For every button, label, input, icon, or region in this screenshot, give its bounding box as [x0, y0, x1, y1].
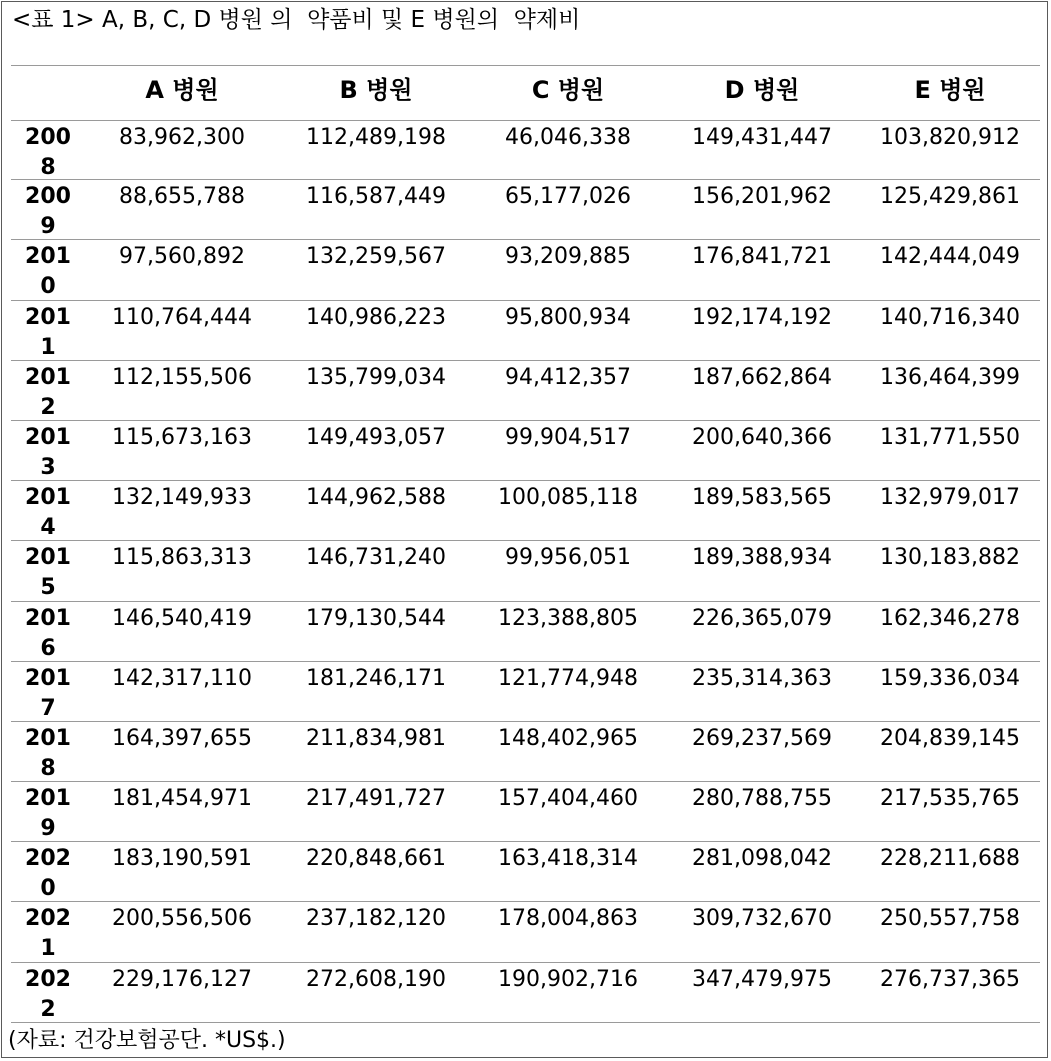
cell-hospital-c: 190,902,716 — [498, 966, 638, 992]
cell-hospital-b: 149,493,057 — [306, 424, 446, 450]
cell-hospital-c: 95,800,934 — [505, 304, 631, 330]
cell-hospital-c: 148,402,965 — [498, 725, 638, 751]
table-row — [11, 722, 1040, 782]
table-row — [11, 240, 1040, 300]
cell-hospital-c: 94,412,357 — [505, 364, 631, 390]
table-title: <표 1> A, B, C, D 병원 의 약품비 및 E 병원의 약제비 — [12, 7, 581, 33]
cell-hospital-a: 132,149,933 — [112, 485, 252, 511]
row-year: 2017 — [25, 665, 71, 721]
table-row — [11, 602, 1040, 662]
cell-hospital-e: 130,183,882 — [880, 545, 1020, 571]
cell-hospital-a: 200,556,506 — [112, 906, 252, 932]
cell-hospital-b: 179,130,544 — [306, 605, 446, 631]
cell-hospital-d: 192,174,192 — [692, 304, 832, 330]
cell-hospital-e: 162,346,278 — [880, 605, 1020, 631]
cell-hospital-b: 116,587,449 — [306, 184, 446, 210]
cell-hospital-c: 163,418,314 — [498, 846, 638, 872]
table-row — [11, 481, 1040, 541]
cell-hospital-a: 115,673,163 — [112, 424, 252, 450]
cell-hospital-e: 132,979,017 — [880, 485, 1020, 511]
cell-hospital-b: 211,834,981 — [306, 725, 446, 751]
cell-hospital-d: 189,388,934 — [692, 545, 832, 571]
cell-hospital-e: 103,820,912 — [880, 125, 1020, 150]
row-year: 2013 — [25, 424, 71, 480]
cell-hospital-a: 110,764,444 — [112, 304, 252, 330]
cell-hospital-c: 46,046,338 — [505, 125, 631, 150]
cell-hospital-a: 112,155,506 — [112, 364, 252, 390]
cell-hospital-e: 125,429,861 — [880, 184, 1020, 210]
cell-hospital-d: 235,314,363 — [692, 665, 832, 691]
cell-hospital-d: 280,788,755 — [692, 786, 832, 812]
column-header-b: B 병원 — [339, 76, 413, 104]
table-source-note: (자료: 건강보험공단. *US$.) — [8, 1028, 286, 1053]
column-header-e: E 병원 — [914, 76, 986, 104]
cell-hospital-b: 112,489,198 — [306, 125, 446, 150]
cell-hospital-a: 83,962,300 — [119, 125, 245, 150]
cell-hospital-b: 135,799,034 — [306, 364, 446, 390]
cell-hospital-c: 178,004,863 — [498, 906, 638, 932]
table-body — [11, 120, 1040, 1023]
cell-hospital-a: 229,176,127 — [112, 966, 252, 992]
cell-hospital-d: 187,662,864 — [692, 364, 832, 390]
table-row — [11, 963, 1040, 1023]
cell-hospital-b: 220,848,661 — [306, 846, 446, 872]
cell-hospital-e: 136,464,399 — [880, 364, 1020, 390]
table-header — [11, 66, 1040, 120]
cell-hospital-e: 276,737,365 — [880, 966, 1020, 992]
table-row — [11, 782, 1040, 842]
cell-hospital-d: 200,640,366 — [692, 424, 832, 450]
cell-hospital-e: 142,444,049 — [880, 244, 1020, 270]
cell-hospital-a: 97,560,892 — [119, 244, 245, 270]
table-row — [11, 842, 1040, 902]
cell-hospital-c: 121,774,948 — [498, 665, 638, 691]
cell-hospital-d: 281,098,042 — [692, 846, 832, 872]
cell-hospital-b: 132,259,567 — [306, 244, 446, 270]
row-year: 2008 — [25, 125, 71, 180]
table-row — [11, 662, 1040, 722]
cell-hospital-c: 123,388,805 — [498, 605, 638, 631]
row-year: 2019 — [25, 786, 71, 842]
cell-hospital-b: 144,962,588 — [306, 485, 446, 511]
row-year: 2022 — [25, 966, 71, 1022]
column-header-d: D 병원 — [724, 76, 800, 104]
table-row — [11, 421, 1040, 481]
cell-hospital-a: 183,190,591 — [112, 846, 252, 872]
cell-hospital-b: 146,731,240 — [306, 545, 446, 571]
table-row — [11, 120, 1040, 180]
cell-hospital-d: 149,431,447 — [692, 125, 832, 150]
cell-hospital-e: 159,336,034 — [880, 665, 1020, 691]
cell-hospital-b: 237,182,120 — [306, 906, 446, 932]
cell-hospital-d: 189,583,565 — [692, 485, 832, 511]
row-year: 2010 — [25, 244, 71, 300]
row-year: 2014 — [25, 485, 71, 541]
cell-hospital-a: 164,397,655 — [112, 725, 252, 751]
row-year: 2016 — [25, 605, 71, 661]
cell-hospital-d: 226,365,079 — [692, 605, 832, 631]
table-row — [11, 180, 1040, 240]
cell-hospital-e: 131,771,550 — [880, 424, 1020, 450]
cell-hospital-c: 100,085,118 — [498, 485, 638, 511]
cell-hospital-a: 146,540,419 — [112, 605, 252, 631]
cell-hospital-e: 228,211,688 — [880, 846, 1020, 872]
table-row — [11, 301, 1040, 361]
row-year: 2020 — [25, 846, 71, 902]
row-year: 2009 — [25, 184, 71, 240]
cell-hospital-a: 181,454,971 — [112, 786, 252, 812]
cell-hospital-a: 115,863,313 — [112, 545, 252, 571]
cell-hospital-b: 140,986,223 — [306, 304, 446, 330]
cell-hospital-b: 272,608,190 — [306, 966, 446, 992]
column-header-a: A 병원 — [145, 76, 219, 104]
table-row — [11, 902, 1040, 962]
cell-hospital-e: 217,535,765 — [880, 786, 1020, 812]
cell-hospital-a: 142,317,110 — [112, 665, 252, 691]
cell-hospital-a: 88,655,788 — [119, 184, 245, 210]
cell-hospital-c: 65,177,026 — [505, 184, 631, 210]
cell-hospital-e: 204,839,145 — [880, 725, 1020, 751]
cell-hospital-d: 269,237,569 — [692, 725, 832, 751]
row-year: 2015 — [25, 545, 71, 601]
row-year: 2011 — [25, 304, 71, 360]
cell-hospital-d: 176,841,721 — [692, 244, 832, 270]
column-header-c: C 병원 — [531, 76, 605, 104]
cell-hospital-d: 309,732,670 — [692, 906, 832, 932]
cell-hospital-b: 217,491,727 — [306, 786, 446, 812]
cell-hospital-c: 157,404,460 — [498, 786, 638, 812]
row-year: 2012 — [25, 364, 71, 420]
cell-hospital-b: 181,246,171 — [306, 665, 446, 691]
cell-hospital-e: 250,557,758 — [880, 906, 1020, 932]
row-year: 2018 — [25, 725, 71, 781]
cell-hospital-e: 140,716,340 — [880, 304, 1020, 330]
cell-hospital-c: 99,904,517 — [505, 424, 631, 450]
cell-hospital-c: 93,209,885 — [505, 244, 631, 270]
row-year: 2021 — [25, 906, 71, 962]
cell-hospital-d: 347,479,975 — [692, 966, 832, 992]
table-row — [11, 361, 1040, 421]
cell-hospital-d: 156,201,962 — [692, 184, 832, 210]
cell-hospital-c: 99,956,051 — [505, 545, 631, 571]
table-row — [11, 541, 1040, 601]
